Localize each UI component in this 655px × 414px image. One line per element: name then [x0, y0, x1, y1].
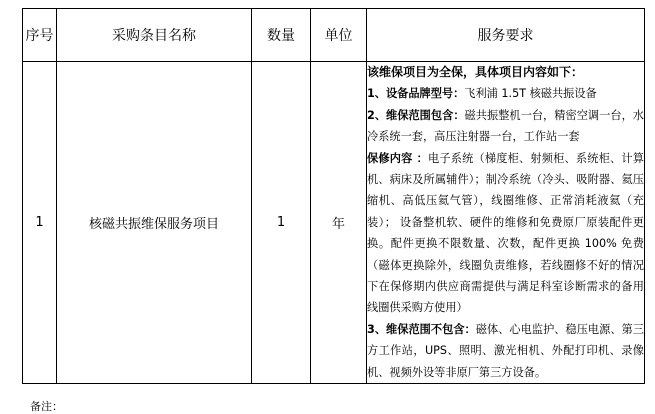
table-row	[23, 62, 645, 384]
header-item-name: 采购条目名称	[57, 9, 252, 62]
table-header-row	[23, 9, 645, 62]
header-unit: 单位	[311, 9, 367, 62]
exclusions-label: 3、维保范围不包含：	[367, 322, 476, 336]
exclusions-text: 磁体、心电监护、稳压电源、第三方工作站，UPS、照明、激光相机、外配打印机、录像机、视频外设等非原厂第三方设备。	[367, 322, 644, 379]
header-quantity: 数量	[252, 9, 311, 62]
requirements-warranty	[367, 148, 644, 319]
requirements-exclusions	[367, 319, 644, 383]
cell-seq: 1	[23, 62, 57, 384]
scope-label: 2、维保范围包含：	[367, 108, 465, 122]
brand-label: 1、设备品牌型号：	[367, 87, 465, 101]
requirements-brand	[367, 83, 644, 104]
warranty-label: 保修内容 ：	[367, 151, 428, 165]
procurement-table	[22, 8, 645, 384]
requirements-heading: 该维保项目为全保，具体项目内容如下：	[367, 65, 584, 79]
scope-text: 磁共振整机一台，精密空调一台，水冷系统一套，高压注射器一台，工作站一套	[367, 108, 644, 144]
header-seq: 序号	[23, 9, 57, 62]
cell-requirements	[367, 62, 645, 384]
cell-unit: 年	[311, 62, 367, 384]
header-requirements: 服务要求	[367, 9, 645, 62]
brand-text: 飞利浦 1.5T 核磁共振设备	[464, 87, 597, 101]
cell-item-name: 核磁共振维保服务项目	[57, 62, 252, 384]
warranty-text: 电子系统（梯度柜、射频柜、系统柜、计算机、病床及所属辅件）；制冷系统（冷头、吸附器、氦压缩机、高低压氦气管），线圈维修、正常消耗液氦（充装）； 设备整机软、硬件的维修和免费原厂原装配件更换。配件更换不限数量、次数，配件更换 100% 免费（磁体更换除外，线圈负责维修，若线圈修不好的情况下在保修期内供应商需提供与满足科室诊断需求的备用线圈供采购方使用）	[367, 151, 644, 315]
requirements-scope	[367, 105, 644, 148]
footnote: 备注：	[30, 400, 63, 413]
cell-quantity: 1	[252, 62, 311, 384]
